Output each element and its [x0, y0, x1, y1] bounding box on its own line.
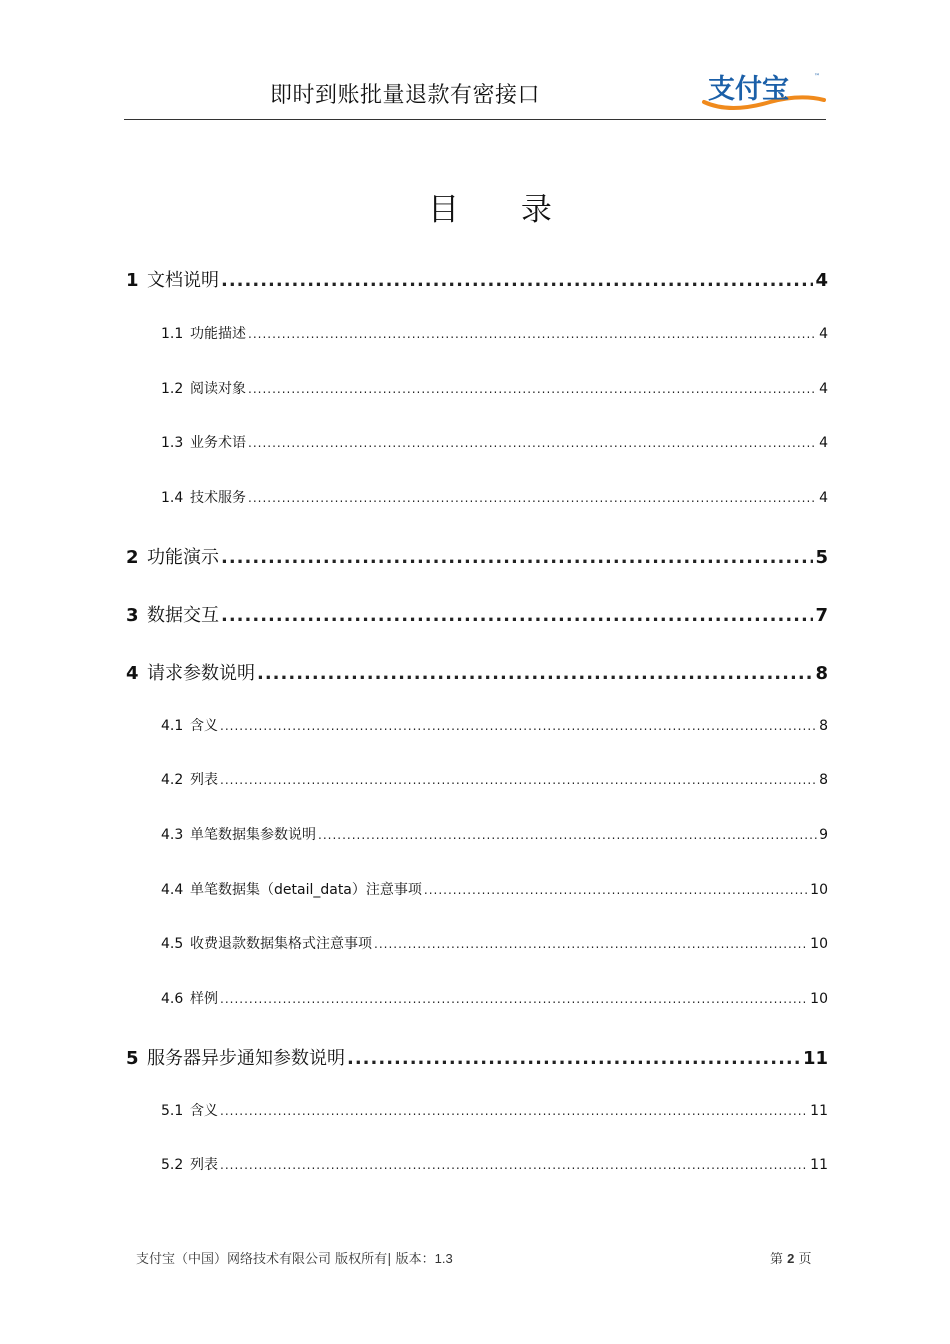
- toc-entry-leader: [424, 883, 808, 897]
- toc-entry-page: 8: [819, 772, 828, 788]
- toc-entry-title: 功能演示: [147, 547, 219, 568]
- toc-entry-leader: [347, 1048, 801, 1069]
- toc-entry-number: 1: [126, 270, 139, 291]
- toc-entry-title: 样例: [190, 991, 218, 1007]
- toc-entry-page: 4: [819, 381, 828, 397]
- toc-entry-number: 1.1: [161, 326, 184, 342]
- toc-entry-title: 技术服务: [190, 490, 246, 506]
- toc-entry-leader: [220, 773, 817, 787]
- toc-entry-title: 列表: [190, 1157, 218, 1173]
- toc-entry-leader: [374, 937, 808, 951]
- toc-entry-number: 5.2: [161, 1157, 184, 1173]
- svg-text:™: ™: [814, 73, 820, 80]
- toc-entry-page: 11: [802, 1048, 828, 1069]
- footer-page-number: [770, 1248, 812, 1267]
- toc-entry-leader: [221, 270, 813, 291]
- toc-entry-title: 请求参数说明: [147, 663, 255, 684]
- toc-entry-title: 文档说明: [147, 270, 219, 291]
- toc-entry[interactable]: [126, 659, 828, 685]
- logo-text: 支付宝: [708, 74, 789, 105]
- toc-entry-number: 1.4: [161, 490, 184, 506]
- toc-entry-page: 10: [810, 882, 828, 898]
- toc-entry-page: 9: [819, 827, 828, 843]
- toc-entry-number: 4.2: [161, 772, 184, 788]
- toc-entry-page: 8: [819, 718, 828, 734]
- toc-entry[interactable]: [126, 543, 828, 569]
- toc-entry-page: 5: [815, 547, 828, 568]
- toc-entry[interactable]: [161, 933, 828, 953]
- toc-entry-title: 含义: [190, 1103, 218, 1119]
- toc-entry-title: 业务术语: [190, 435, 246, 451]
- footer-copyright-text: 支付宝（中国）网络技术有限公司 版权所有| 版本：: [136, 1252, 435, 1267]
- toc-entry-leader: [257, 663, 813, 684]
- toc-entry-leader: [248, 436, 817, 450]
- toc-entry-number: 1.2: [161, 381, 184, 397]
- toc-entry-title: 阅读对象: [190, 381, 246, 397]
- toc-entry-leader: [220, 719, 817, 733]
- toc-entry[interactable]: [161, 378, 828, 398]
- toc-entry-leader: [248, 382, 817, 396]
- toc-entry-number: 4.5: [161, 936, 184, 952]
- toc-entry-page: 11: [810, 1157, 828, 1173]
- toc-entry-title: 含义: [190, 718, 218, 734]
- toc-entry-page: 4: [815, 270, 828, 291]
- toc-entry-leader: [221, 605, 813, 626]
- toc-entry[interactable]: [161, 879, 828, 899]
- toc-entry-number: 3: [126, 605, 139, 626]
- toc-entry-title: 单笔数据集参数说明: [190, 827, 316, 843]
- toc-entry-page: 4: [819, 435, 828, 451]
- toc-entry[interactable]: [161, 715, 828, 735]
- document-title: 即时到账批量退款有密接口: [270, 83, 541, 108]
- footer-copyright: [136, 1248, 453, 1267]
- toc-entry-title: 数据交互: [147, 605, 219, 626]
- toc-entry-page: 4: [819, 490, 828, 506]
- toc-entry-title: 服务器异步通知参数说明: [147, 1048, 345, 1069]
- toc-entry[interactable]: [161, 432, 828, 452]
- alipay-logo: [700, 66, 828, 116]
- toc-entry-number: 4.3: [161, 827, 184, 843]
- toc-entry-page: 7: [815, 605, 828, 626]
- toc-entry-title: 单笔数据集（detail_data）注意事项: [190, 882, 422, 898]
- toc-entry-leader: [220, 1158, 808, 1172]
- toc-entry-page: 4: [819, 326, 828, 342]
- toc-entry[interactable]: [161, 988, 828, 1008]
- toc-entry-number: 5.1: [161, 1103, 184, 1119]
- toc-entry[interactable]: [161, 824, 828, 844]
- toc-entry-title: 功能描述: [190, 326, 246, 342]
- toc-entry-leader: [318, 828, 817, 842]
- toc-entry[interactable]: [161, 769, 828, 789]
- toc-entry-number: 4.1: [161, 718, 184, 734]
- toc-entry[interactable]: [161, 1100, 828, 1120]
- toc-entry-leader: [248, 327, 817, 341]
- page-suffix: 页: [798, 1252, 812, 1267]
- toc-entry[interactable]: [161, 487, 828, 507]
- toc-entry-leader: [221, 547, 813, 568]
- toc-entry[interactable]: [126, 1044, 828, 1070]
- toc-entry-number: 4: [126, 663, 139, 684]
- toc-entry[interactable]: [126, 266, 828, 292]
- toc-entry-page: 11: [810, 1103, 828, 1119]
- toc-heading: 目 录: [428, 192, 578, 228]
- toc-entry-leader: [220, 992, 808, 1006]
- toc-entry-number: 4.6: [161, 991, 184, 1007]
- toc-entry-page: 10: [810, 936, 828, 952]
- toc-entry-page: 8: [815, 663, 828, 684]
- header-divider: [124, 119, 826, 120]
- toc-entry[interactable]: [161, 323, 828, 343]
- footer-version: 1.3: [434, 1251, 453, 1266]
- toc-entry-number: 5: [126, 1048, 139, 1069]
- page-number: 2: [787, 1251, 795, 1266]
- toc-entry-leader: [220, 1104, 808, 1118]
- page-prefix: 第: [770, 1252, 784, 1267]
- toc-entry-title: 收费退款数据集格式注意事项: [190, 936, 372, 952]
- toc-entry-leader: [248, 491, 817, 505]
- toc-entry-title: 列表: [190, 772, 218, 788]
- toc-entry-number: 1.3: [161, 435, 184, 451]
- toc-entry-number: 2: [126, 547, 139, 568]
- toc-entry[interactable]: [161, 1154, 828, 1174]
- toc-entry-number: 4.4: [161, 882, 184, 898]
- toc-entry[interactable]: [126, 601, 828, 627]
- toc-entry-page: 10: [810, 991, 828, 1007]
